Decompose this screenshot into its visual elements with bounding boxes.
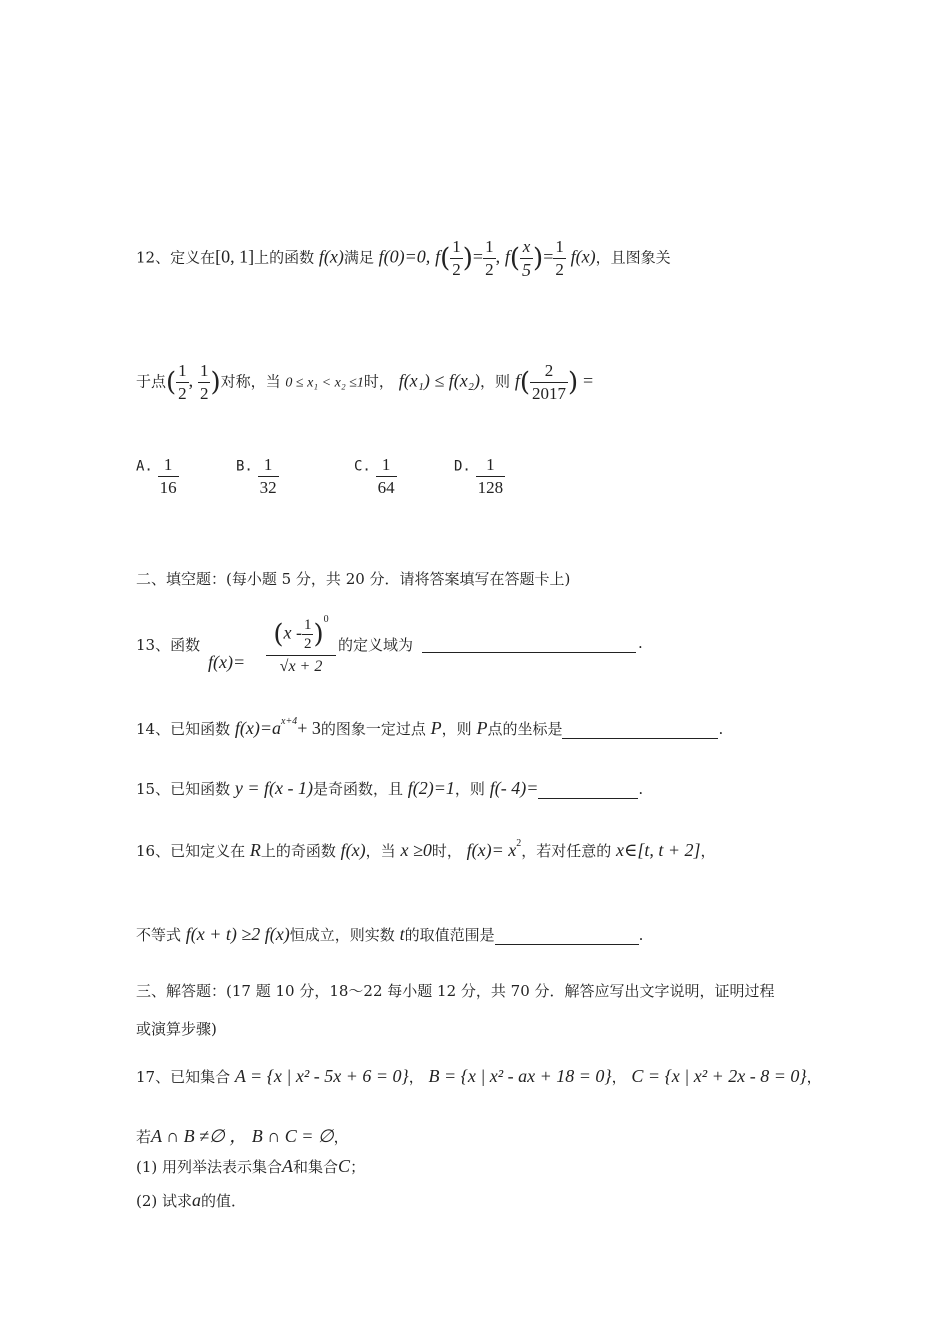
frac-den: 2 xyxy=(555,260,564,279)
q14-answer-blank[interactable] xyxy=(562,720,718,739)
q16-text: 上的奇函数 xyxy=(260,842,336,860)
q12-text: 满足 xyxy=(343,248,374,267)
q16-text: 不等式 xyxy=(136,926,182,944)
frac-num: 1 xyxy=(476,454,506,477)
q17-part2 xyxy=(136,1190,246,1211)
q16-text: 恒成立，则实数 xyxy=(289,926,395,944)
q17-set-c: C = {x | x² + 2x - 8 = 0} xyxy=(631,1066,807,1086)
q16-end: . xyxy=(638,926,644,944)
q12-text: ，且图象关 xyxy=(595,248,671,267)
q12-point-y xyxy=(198,360,211,405)
frac-den: 2017 xyxy=(532,384,567,403)
q16-text: 时， xyxy=(431,842,462,860)
q12-f: f xyxy=(504,246,510,267)
q14-point: P xyxy=(430,718,442,738)
frac-num: 1 xyxy=(553,236,566,259)
q17-text: (1) 用列举法表示集合 xyxy=(136,1158,283,1176)
q14-expr: f(x)=a xyxy=(234,718,281,738)
q12-interval: [0, 1] xyxy=(215,246,255,267)
q12-text: 时， xyxy=(363,372,394,391)
q17-var-a: a xyxy=(192,1190,202,1210)
frac-num: 1 xyxy=(483,236,496,259)
q16-text: ，若对任意的 xyxy=(521,842,612,860)
q12-text: 于点 xyxy=(136,372,167,391)
q16-number: 16、已知定义在 xyxy=(136,842,246,860)
section3-line1: 三、解答题：(17 题 10 分，18～22 每小题 12 分，共 70 分．解答应写出文字说明，证明过程 xyxy=(136,982,775,1000)
q14-end: . xyxy=(718,720,724,738)
frac-den: 5 xyxy=(522,260,532,280)
frac-num: x xyxy=(520,236,533,259)
q13-text: 的定义域为 xyxy=(338,636,414,654)
q17-number: 17、已知集合 xyxy=(136,1068,231,1086)
frac-num: 1 xyxy=(450,236,463,259)
q17-part1 xyxy=(136,1156,365,1177)
frac-num: 1 xyxy=(158,454,179,477)
option-d xyxy=(454,444,505,497)
q16-inequality: f(x + t) ≥2 f(x) xyxy=(185,924,290,944)
q13-lhs: f(x)= xyxy=(208,652,246,672)
q13-fraction: (x - $\frac{1}{2}$ )$^0$ √x + 2 xyxy=(266,616,336,676)
q13-denominator: √x + 2 xyxy=(279,658,323,675)
option-frac xyxy=(158,454,179,499)
frac-den: 16 xyxy=(159,478,177,497)
q12-arg-frac xyxy=(530,360,568,405)
q17-set-b: B = {x | x² - ax + 18 = 0} xyxy=(428,1066,612,1086)
q13-inner: x - xyxy=(283,622,302,643)
q17-sep: ， xyxy=(806,1068,822,1086)
frac-den: 64 xyxy=(377,478,395,497)
q17-sep: ， xyxy=(611,1068,627,1086)
option-label: A. xyxy=(136,458,153,475)
q13-number: 13、函数 xyxy=(136,636,201,654)
option-label: D. xyxy=(454,458,471,475)
option-frac xyxy=(476,454,506,499)
q12-inequality: f(x₁) ≤ f(x₂) xyxy=(398,370,481,391)
q15-text: 是奇函数，且 xyxy=(312,780,403,798)
q15-query: f(- 4)= xyxy=(489,778,539,798)
q14 xyxy=(136,718,723,739)
q15-text: ，则 xyxy=(454,780,485,798)
q14-point: P xyxy=(476,718,488,738)
q16-answer-blank[interactable] xyxy=(495,926,639,945)
q12-half-coef xyxy=(553,236,566,281)
q15-cond: f(2)=1 xyxy=(407,778,455,798)
frac-num: 2 xyxy=(530,360,568,383)
q16-cond: x ≥0 xyxy=(400,840,432,860)
q16-line1 xyxy=(136,840,716,861)
q17-text: 和集合 xyxy=(293,1158,339,1176)
option-frac xyxy=(258,454,279,499)
q12-point-x xyxy=(176,360,189,405)
q12-fx: f(x) xyxy=(570,246,596,267)
q12-half-frac xyxy=(450,236,463,281)
frac-num: 1 xyxy=(376,454,397,477)
q12-number: 12、定义在 xyxy=(136,248,216,267)
frac-den: 2 xyxy=(199,384,209,403)
q12-half-value xyxy=(483,236,496,281)
q12-eq: = xyxy=(472,246,484,267)
q17-text: ； xyxy=(350,1158,366,1176)
q15 xyxy=(136,778,643,799)
q12-f: f xyxy=(514,370,520,391)
q12-f: f xyxy=(435,246,441,267)
q16-R: R xyxy=(249,840,261,860)
q12-line1: 12、定义在[0, 1]上的函数 f(x)满足 f(0)=0, f( $\frac{1}{2}$ )= $\frac{1}{2}$ , f( $\frac{x}{5}$ )= $\frac{1}{2}$ f(x)，且图象关 xyxy=(136,237,671,280)
q12-options xyxy=(136,444,636,500)
q12-condition: 0 ≤ x₁ < x₂ ≤1 xyxy=(285,375,364,391)
q16-def: f(x)= x xyxy=(466,840,517,860)
q17-condition xyxy=(136,1122,349,1148)
q12-text: ，则 xyxy=(480,372,511,391)
q14-text: ，则 xyxy=(441,720,472,738)
option-b xyxy=(236,444,279,497)
q13-answer-blank[interactable] xyxy=(422,634,636,653)
frac-num: 1 xyxy=(176,360,189,383)
option-a xyxy=(136,444,179,497)
q12-eq: = xyxy=(543,246,554,267)
q17-text: (2) 试求 xyxy=(136,1192,193,1210)
q13-end: . xyxy=(638,634,643,652)
q16-fx: f(x) xyxy=(340,840,366,860)
q17-c: C xyxy=(338,1156,351,1176)
q17-cond: A ∩ B ≠∅ ， B ∩ C = ∅ xyxy=(151,1126,334,1146)
section2-heading: 二、填空题：(每小题 5 分，共 20 分．请将答案填写在答题卡上) xyxy=(136,570,571,588)
q17-sets xyxy=(136,1066,822,1087)
q14-exponent: x+4 xyxy=(281,716,298,727)
q12-comma: , xyxy=(495,246,501,267)
q12-cond1: f(0)=0, xyxy=(378,246,431,267)
frac-num: 1 xyxy=(258,454,279,477)
q14-text: 点的坐标是 xyxy=(487,720,563,738)
q17-text: 若 xyxy=(136,1128,152,1146)
q17-text: ， xyxy=(333,1128,349,1146)
q16-text: ， xyxy=(700,842,716,860)
q13-exponent: 0 xyxy=(323,614,329,625)
frac-den: 2 xyxy=(303,636,312,652)
q12-eq: = xyxy=(582,370,594,391)
q16-t: t xyxy=(399,924,405,944)
q17-set-a: A = {x | x² - 5x + 6 = 0} xyxy=(234,1066,409,1086)
frac-den: 2 xyxy=(485,260,494,279)
frac-den: 2 xyxy=(178,384,187,403)
q12-fx: f(x) xyxy=(318,246,344,267)
q12-line2: 于点( $\frac{1}{2}$ , $\frac{1}{2}$ )对称，当 0 ≤ x₁ < x₂ ≤1时， f(x₁) ≤ f(x₂)，则 f( $\frac{2}{2017}$ ) = xyxy=(136,361,594,403)
frac-num: 1 xyxy=(303,617,312,633)
q12-x5-frac xyxy=(520,236,533,281)
option-label: B. xyxy=(236,458,253,475)
frac-den: 128 xyxy=(477,478,504,497)
q17-text: 的值． xyxy=(201,1192,247,1210)
frac-den: 2 xyxy=(452,260,461,279)
frac-num: 1 xyxy=(198,360,211,383)
q15-end: . xyxy=(638,780,644,798)
q13-inner-frac xyxy=(302,616,314,653)
q16-range: x∈[t, t + 2] xyxy=(616,840,701,860)
q16-line2 xyxy=(136,924,643,945)
q12-sep: , xyxy=(188,370,194,391)
q15-expr: y = f(x - 1) xyxy=(234,778,313,798)
frac-den: 32 xyxy=(259,478,277,497)
q16-exponent: 2 xyxy=(516,838,522,849)
q14-plus: + 3 xyxy=(297,718,321,738)
q14-text: 的图象一定过点 xyxy=(320,720,426,738)
option-frac xyxy=(376,454,397,499)
q15-answer-blank[interactable] xyxy=(538,780,638,799)
section3-line2: 或演算步骤) xyxy=(136,1020,217,1038)
option-c xyxy=(354,444,397,497)
q16-text: 的取值范围是 xyxy=(404,926,495,944)
q14-number: 14、已知函数 xyxy=(136,720,231,738)
q12-text: 对称，当 xyxy=(220,372,281,391)
option-label: C. xyxy=(354,458,371,475)
q15-number: 15、已知函数 xyxy=(136,780,231,798)
q17-a: A xyxy=(282,1156,294,1176)
q12-text: 上的函数 xyxy=(254,248,315,267)
q17-sep: ， xyxy=(408,1068,424,1086)
q16-text: ，当 xyxy=(365,842,396,860)
